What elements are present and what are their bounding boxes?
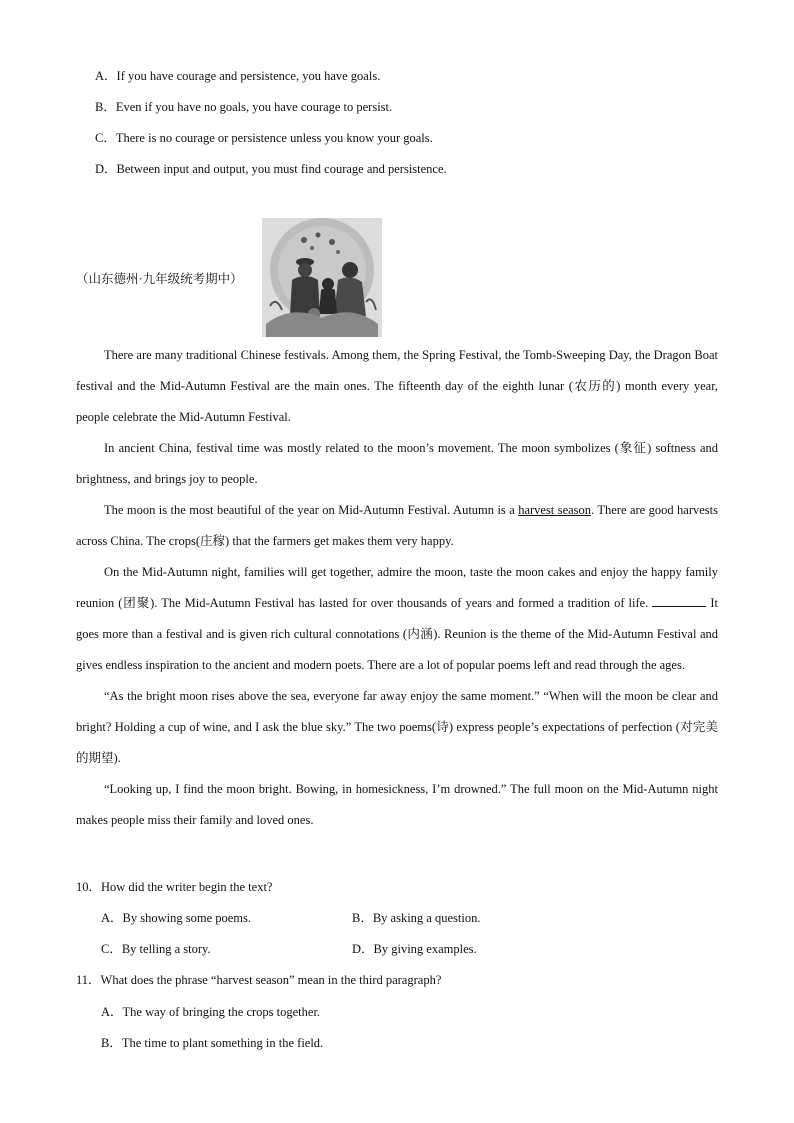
prev-option-b: B．Even if you have no goals, you have courage to persist. <box>95 100 393 114</box>
paragraph-3 <box>76 495 718 557</box>
paragraph-4-text-a: On the Mid-Autumn night, families will get together, admire the moon, taste the moon cakes and enjoy the happy family reunion (团聚). The Mid-Autumn Festival has lasted for over thousands of years and formed a tradition of life. <box>76 565 718 610</box>
question-10-stem: 10．How did the writer begin the text? <box>76 880 273 894</box>
paragraph-4-text-b: It goes more than a festival and is given rich cultural connotations (内涵). Reunion is the theme of the Mid-Autumn Festival and gives endless inspiration to the ancient and modern poets. There are a lot of popular poems left and read through the ages. <box>76 596 718 672</box>
prev-option-d: D．Between input and output, you must find courage and persistence. <box>95 162 447 176</box>
reading-passage <box>76 340 718 836</box>
question-10-option-d: D．By giving examples. <box>352 942 477 956</box>
prev-option-c: C．There is no courage or persistence unless you know your goals. <box>95 131 433 145</box>
paragraph-1: There are many traditional Chinese festivals. Among them, the Spring Festival, the Tomb-Sweeping Day, the Dragon Boat festival and the Mid-Autumn Festival are the main ones. The fifteenth day of the eighth lunar (农历的) month every year, people celebrate the Mid-Autumn Festival. <box>76 348 718 424</box>
paragraph-3-text-b: . There are good harvests across China. The crops(庄稼) that the farmers get makes them very happy. <box>76 503 719 548</box>
question-10-option-a: A．By showing some poems. <box>101 911 252 925</box>
question-11-stem: 11．What does the phrase “harvest season” mean in the third paragraph? <box>76 973 442 987</box>
paragraph-3-text-a: The moon is the most beautiful of the year on Mid-Autumn Festival. Autumn is a <box>104 503 519 517</box>
source-label: （山东德州·九年级统考期中） <box>76 272 243 286</box>
harvest-season-underlined: harvest season <box>518 503 592 517</box>
paragraph-4 <box>76 557 718 681</box>
question-10-option-b: B．By asking a question. <box>352 911 481 925</box>
question-11-option-b: B．The time to plant something in the field. <box>101 1036 324 1050</box>
question-11-option-a: A．The way of bringing the crops together. <box>101 1005 321 1019</box>
paragraph-5: “As the bright moon rises above the sea, everyone far away enjoy the same moment.” “When will the moon be clear and bright? Holding a cup of wine, and I ask the blue sky.” The two poems(诗) express people’s expectations of perfection (对完美的期望). <box>76 689 718 765</box>
paragraph-2: In ancient China, festival time was mostly related to the moon’s movement. The moon symbolizes (象征) softness and brightness, and brings joy to people. <box>76 441 718 486</box>
answer-blank[interactable] <box>652 594 706 607</box>
prev-option-a: A．If you have courage and persistence, you have goals. <box>95 69 381 83</box>
paragraph-6: “Looking up, I find the moon bright. Bowing, in homesickness, I’m drowned.” The full moon on the Mid-Autumn night makes people miss their family and loved ones. <box>76 782 718 827</box>
question-10-option-c: C．By telling a story. <box>101 942 211 956</box>
mid-autumn-illustration <box>262 218 382 337</box>
